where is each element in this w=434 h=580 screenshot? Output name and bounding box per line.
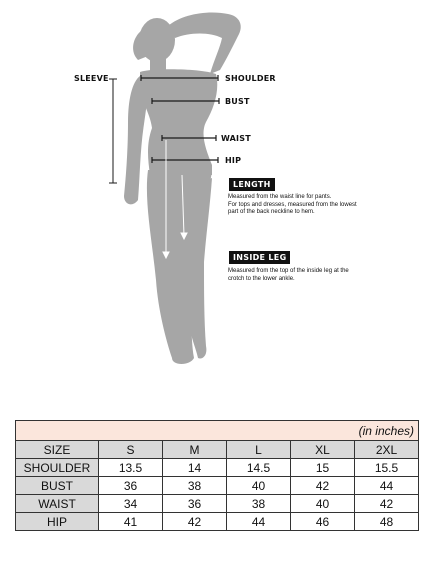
length-badge: LENGTH — [229, 178, 275, 191]
header-cell: S — [99, 441, 163, 459]
table-cell: 48 — [355, 513, 419, 531]
table-row — [16, 513, 419, 531]
table-cell: 44 — [227, 513, 291, 531]
table-cell: 46 — [291, 513, 355, 531]
table-row — [16, 477, 419, 495]
table-cell: 38 — [163, 477, 227, 495]
header-cell: XL — [291, 441, 355, 459]
table-cell: 34 — [99, 495, 163, 513]
hip-label: HIP — [225, 156, 242, 165]
shoulder-label: SHOULDER — [225, 74, 276, 83]
row-label: WAIST — [16, 495, 99, 513]
unit-note-row — [16, 421, 419, 441]
table-cell: 41 — [99, 513, 163, 531]
sleeve-label: SLEEVE — [74, 74, 109, 83]
row-label: BUST — [16, 477, 99, 495]
header-cell: SIZE — [16, 441, 99, 459]
table-row — [16, 459, 419, 477]
bust-label: BUST — [225, 97, 250, 106]
table-cell: 14 — [163, 459, 227, 477]
length-desc-line: For tops and dresses, measured from the lowest — [228, 201, 357, 208]
table-cell: 42 — [355, 495, 419, 513]
table-cell: 40 — [291, 495, 355, 513]
waist-label: WAIST — [221, 134, 251, 143]
table-cell: 14.5 — [227, 459, 291, 477]
table-cell: 44 — [355, 477, 419, 495]
table-cell: 36 — [99, 477, 163, 495]
sleeve-measure-line — [109, 79, 117, 183]
table-row — [16, 495, 419, 513]
length-desc-line: part of the back neckline to hem. — [228, 209, 315, 216]
inside-leg-description — [228, 268, 403, 283]
row-label: HIP — [16, 513, 99, 531]
inside-leg-desc-line: Measured from the top of the inside leg at the — [228, 268, 349, 274]
table-cell: 15 — [291, 459, 355, 477]
header-cell: M — [163, 441, 227, 459]
unit-note: (in inches) — [16, 421, 419, 441]
table-cell: 38 — [227, 495, 291, 513]
row-label: SHOULDER — [16, 459, 99, 477]
table-cell: 42 — [291, 477, 355, 495]
inside-leg-badge: INSIDE LEG — [229, 251, 290, 264]
length-desc-line: Measured from the waist line for pants. — [228, 194, 332, 200]
table-cell: 42 — [163, 513, 227, 531]
header-cell: 2XL — [355, 441, 419, 459]
length-description — [228, 194, 403, 217]
table-cell: 40 — [227, 477, 291, 495]
inside-leg-desc-line: crotch to the lower ankle. — [228, 275, 295, 282]
table-cell: 15.5 — [355, 459, 419, 477]
header-row — [16, 441, 419, 459]
header-cell: L — [227, 441, 291, 459]
table-cell: 36 — [163, 495, 227, 513]
table-cell: 13.5 — [99, 459, 163, 477]
size-chart-table — [15, 420, 419, 531]
